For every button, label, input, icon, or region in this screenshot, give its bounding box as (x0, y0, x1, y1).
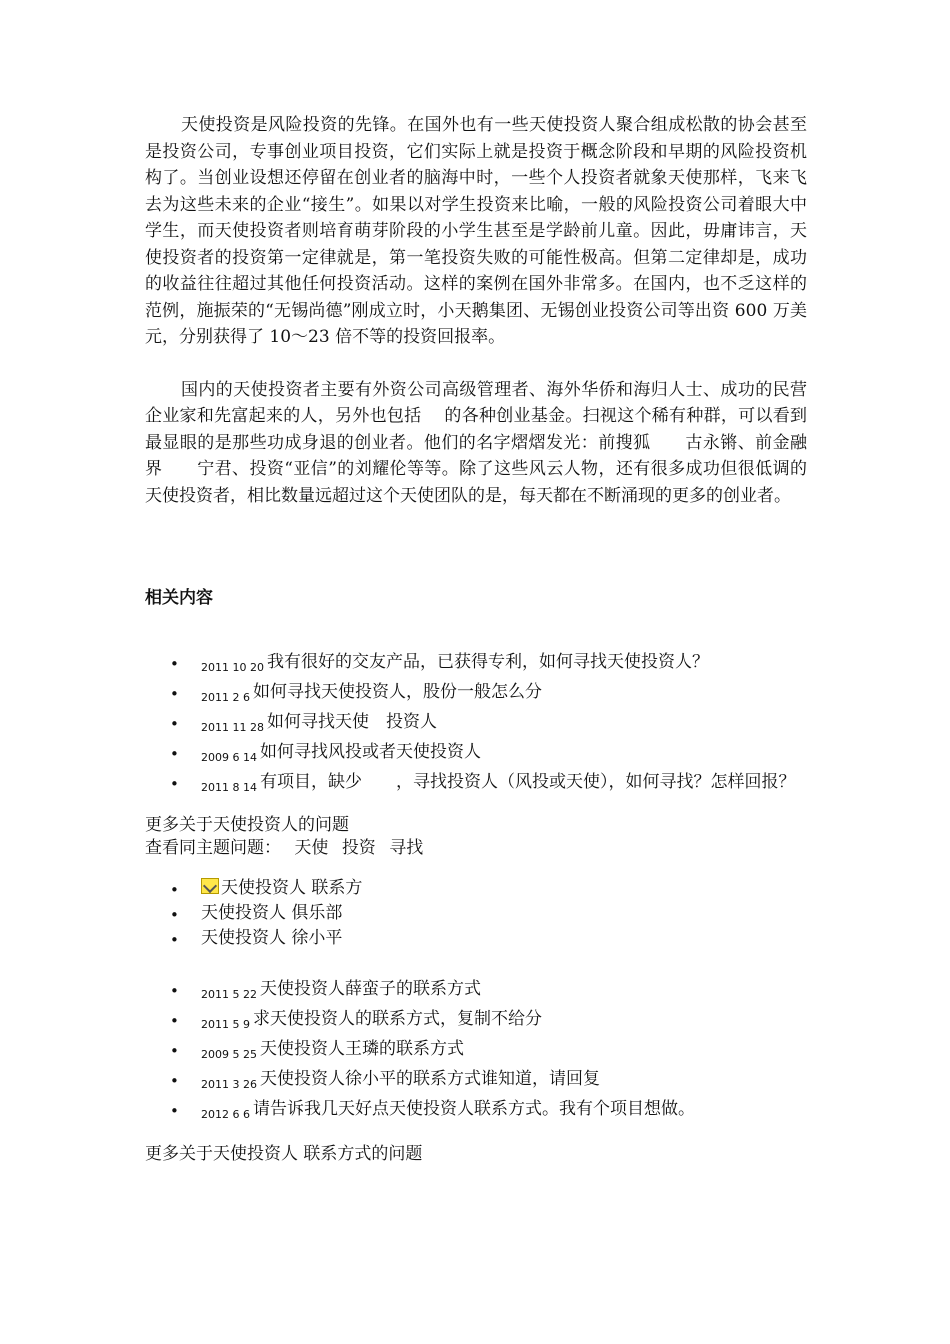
keyword-link[interactable]: 天使投资人 俱乐部 (201, 903, 343, 923)
topic-tag-link[interactable]: 寻找 (389, 838, 424, 858)
edit-icon (201, 878, 219, 894)
keyword-link[interactable]: 天使投资人 徐小平 (201, 928, 343, 948)
more-contact-questions-link[interactable]: 更多关于天使投资人 联系方式的问题 (145, 1144, 423, 1164)
question-link[interactable]: 请告诉我几天好点天使投资人联系方式。我有个项目想做。 (252, 1099, 695, 1119)
article-paragraph-2: 国内的天使投资者主要有外资公司高级管理者、海外华侨和海归人士、成功的民营企业家和先富起来的人，另外也包括 的各种创业基金。扫视这个稀有种群，可以看到最显眼的是那些功成身退的创业者。他们的名字熠熠发光：前搜狐 古永锵、前金融界 宁君、投资“亚信”的刘耀伦等等。除了这些风云人物，还有很多成功但很低调的天使投资者，相比数量远超过这个天使团队的是，每天都在不断涌现的更多的创业者。 (145, 379, 807, 506)
related-section-title: 相关内容 (145, 588, 213, 608)
item-date: 2011 5 22 (201, 988, 257, 1001)
item-date: 2009 5 25 (201, 1048, 257, 1061)
keyword-list (145, 876, 807, 951)
list-item[interactable] (145, 876, 807, 901)
topic-tag-link[interactable]: 投资 (341, 838, 376, 858)
list-item[interactable] (145, 977, 807, 1007)
item-date: 2011 3 26 (201, 1078, 257, 1091)
list-item[interactable] (145, 1007, 807, 1037)
contact-question-list (145, 977, 807, 1127)
item-date: 2011 11 28 (201, 721, 264, 734)
list-item[interactable] (145, 710, 807, 740)
item-date: 2011 5 9 (201, 1018, 250, 1031)
list-item[interactable] (145, 1037, 807, 1067)
item-date: 2009 6 14 (201, 751, 257, 764)
list-item[interactable] (145, 740, 807, 770)
related-question-list (145, 650, 807, 800)
list-item[interactable] (145, 680, 807, 710)
topic-line (145, 837, 807, 860)
question-link[interactable]: 如何寻找风投或者天使投资人 (259, 742, 481, 762)
topic-tag-link[interactable]: 天使 (294, 838, 329, 858)
item-date: 2011 8 14 (201, 781, 257, 794)
document-page (145, 112, 807, 1166)
question-link[interactable]: 我有很好的交友产品，已获得专利，如何寻找天使投资人？ (266, 652, 709, 672)
question-link[interactable]: 如何寻找天使投资人，股份一般怎么分 (252, 682, 542, 702)
question-link[interactable]: 有项目，缺少 ，寻找投资人（风投或天使），如何寻找？怎样回报？ (259, 772, 796, 792)
item-date: 2012 6 6 (201, 1108, 250, 1121)
question-link[interactable]: 如何寻找天使 投资人 (266, 712, 437, 732)
list-item[interactable] (145, 650, 807, 680)
question-link[interactable]: 天使投资人薛蛮子的联系方式 (259, 979, 481, 999)
list-item[interactable] (145, 1097, 807, 1127)
item-date: 2011 10 20 (201, 661, 264, 674)
item-date: 2011 2 6 (201, 691, 250, 704)
keyword-link[interactable]: 天使投资人 联系方 (221, 878, 363, 898)
question-link[interactable]: 天使投资人徐小平的联系方式谁知道，请回复 (259, 1069, 600, 1089)
list-item[interactable] (145, 901, 807, 926)
list-item[interactable] (145, 770, 807, 800)
article-paragraph-1: 天使投资是风险投资的先锋。在国外也有一些天使投资人聚合组成松散的协会甚至是投资公司，专事创业项目投资，它们实际上就是投资于概念阶段和早期的风险投资机构了。当创业设想还停留在创业者的脑海中时，一些个人投资者就象天使那样，飞来飞去为这些未来的企业“接生”。如果以对学生投资来比喻，一般的风险投资公司着眼大中学生，而天使投资者则培育萌芽阶段的小学生甚至是学龄前儿童。因此，毋庸讳言，天使投资者的投资第一定律就是，第一笔投资失败的可能性极高。但第二定律却是，成功的收益往往超过其他任何投资活动。这样的案例在国外非常多。在国内，也不乏这样的范例，施振荣的“无锡尚德”刚成立时，小天鹅集团、无锡创业投资公司等出资 600 万美元，分别获得了 10～23 倍不等的投资回报率。 (145, 115, 807, 347)
list-item[interactable] (145, 1067, 807, 1097)
question-link[interactable]: 天使投资人王璘的联系方式 (259, 1039, 464, 1059)
more-questions-link[interactable]: 更多关于天使投资人的问题 (145, 815, 349, 835)
list-item[interactable] (145, 926, 807, 951)
question-link[interactable]: 求天使投资人的联系方式，复制不给分 (252, 1009, 542, 1029)
topic-prefix: 查看同主题问题： (145, 838, 281, 858)
